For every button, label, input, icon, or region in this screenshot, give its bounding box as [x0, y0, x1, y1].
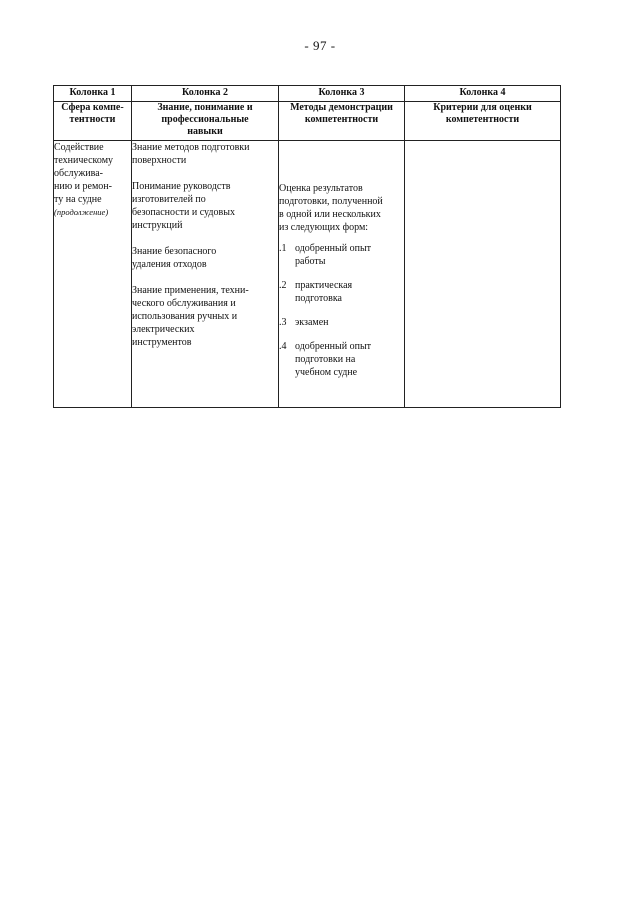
column-title-2: Колонка 2 [132, 86, 279, 102]
methods-intro: Оценка результатов подготовки, полученной в одной или нескольких из следующих форм: [279, 183, 383, 233]
method-text: одобренный опыт подготовки на учебном судне [295, 341, 372, 378]
cell-methods [279, 141, 405, 408]
method-item [279, 279, 404, 305]
method-number: .2 [279, 280, 287, 291]
header-methods: Методы демонстрации компетентности [279, 102, 405, 141]
cell-criteria [405, 141, 561, 408]
method-number: .3 [279, 317, 287, 328]
table-row [54, 141, 561, 408]
knowledge-item: Знание применения, техни- ческого обслуживания и использования ручных и электрических инструментов [132, 285, 249, 348]
method-item [279, 242, 404, 268]
knowledge-item: Знание безопасного удаления отходов [132, 246, 217, 270]
cell-competence-area [54, 141, 132, 408]
header-criteria: Критерии для оценки компетентности [405, 102, 561, 141]
method-item [279, 316, 404, 329]
header-knowledge: Знание, понимание и профессиональные навыки [132, 102, 279, 141]
knowledge-item: Понимание руководств изготовителей по безопасности и судовых инструкций [132, 181, 235, 231]
knowledge-item: Знание методов подготовки поверхности [132, 142, 250, 166]
method-number: .1 [279, 243, 287, 254]
competence-area-text: Содействие техническому обслужива- нию и ремон- ту на судне [54, 142, 114, 205]
method-text: практическая подготовка [295, 280, 353, 304]
column-title-row [54, 86, 561, 102]
method-item [279, 340, 404, 379]
header-competence-area: Сфера компе- тентности [54, 102, 132, 141]
header-row [54, 102, 561, 141]
competence-table [53, 85, 561, 408]
column-title-1: Колонка 1 [54, 86, 132, 102]
method-number: .4 [279, 341, 287, 352]
column-title-4: Колонка 4 [405, 86, 561, 102]
method-text: экзамен [295, 317, 329, 328]
method-text: одобренный опыт работы [295, 243, 372, 267]
cell-knowledge [132, 141, 279, 408]
column-title-3: Колонка 3 [279, 86, 405, 102]
page-number: - 97 - [304, 38, 336, 53]
continuation-note: (продолжение) [54, 207, 109, 217]
